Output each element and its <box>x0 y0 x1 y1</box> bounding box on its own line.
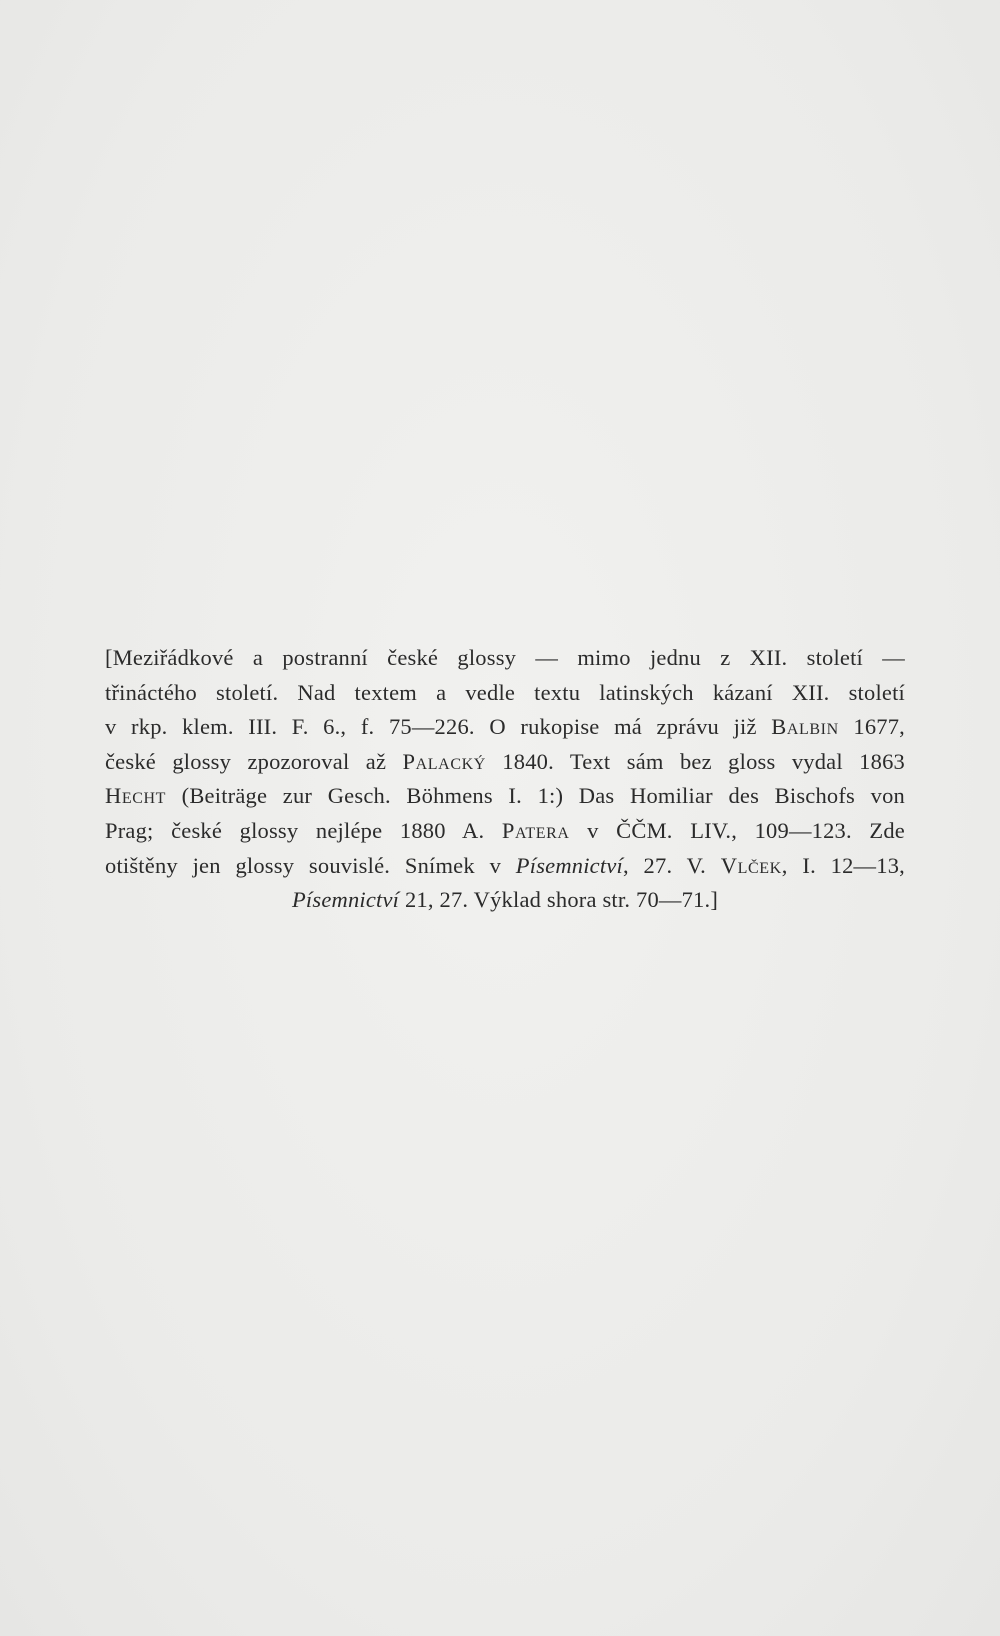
note-text: (Beiträge zur Gesch. Böhmens I. 1:) Das Homiliar des Bischofs von <box>166 783 905 809</box>
note-text: 21, 27. Výklad shora str. 70—71.] <box>399 887 719 913</box>
note-text: české glossy zpozoroval až <box>105 748 403 774</box>
note-text: otištěny jen glossy souvislé. Snímek v <box>105 852 516 878</box>
note-line <box>105 745 905 780</box>
author-name: Hecht <box>105 783 167 809</box>
editorial-note <box>105 641 905 918</box>
note-text: v rkp. klem. III. F. 6., f. 75—226. O rukopise má zprávu již <box>105 714 772 740</box>
note-line <box>105 814 905 849</box>
author-name: Patera <box>501 817 570 843</box>
note-line <box>105 710 905 745</box>
note-text: , 27. V. <box>622 852 721 878</box>
note-text: v ČČM. LIV., 109—123. Zde <box>569 817 905 843</box>
note-line <box>105 676 905 711</box>
note-line <box>105 641 905 676</box>
note-text: [Meziřádkové a postranní české glossy — mimo jednu z XII. století — <box>105 645 905 670</box>
note-line <box>105 779 905 814</box>
author-name: Balbin <box>771 714 839 740</box>
note-line <box>105 883 905 918</box>
journal-title: Písemnictví <box>291 887 400 913</box>
note-text: třináctého století. Nad textem a vedle textu latinských kázaní XII. století <box>105 679 905 705</box>
journal-title: Písemnictví <box>515 852 623 878</box>
note-line <box>105 849 905 884</box>
note-text: , I. 12—13, <box>781 852 905 878</box>
note-text: Prag; české glossy nejlépe 1880 A. <box>105 817 502 843</box>
author-name: Vlček <box>720 852 782 878</box>
author-name: Palacký <box>402 748 486 774</box>
note-text: 1840. Text sám bez gloss vydal 1863 <box>485 748 905 774</box>
note-text: 1677, <box>838 714 905 740</box>
